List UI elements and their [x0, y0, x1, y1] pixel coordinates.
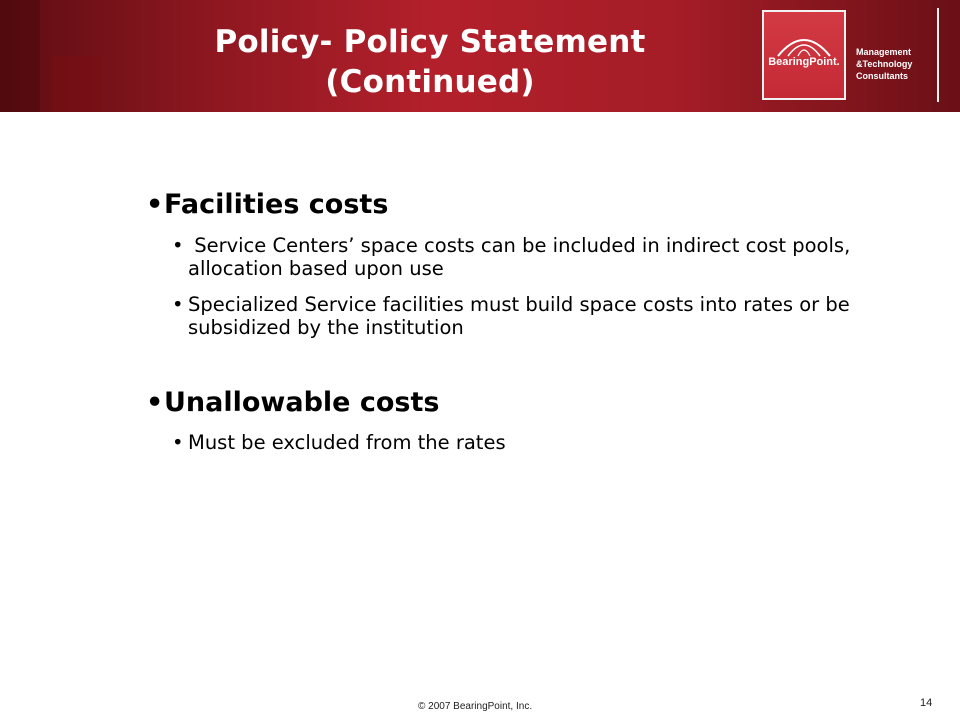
- logo-tagline-line: Management: [856, 47, 912, 57]
- bullet-icon: •: [146, 387, 164, 418]
- bullet-heading-facilities: [146, 189, 886, 221]
- logo-tagline-line: &Technology: [856, 59, 913, 69]
- sub-bullet-text: Service Centers’ space costs can be included in indirect cost pools, allocation based upon use: [188, 234, 851, 280]
- sub-bullet-item: [172, 293, 928, 339]
- page-number: 14: [920, 697, 933, 709]
- sub-bullet-item: [172, 431, 928, 454]
- sub-bullet-text: Must be excluded from the rates: [188, 431, 506, 454]
- heading-text: Facilities costs: [164, 189, 389, 220]
- sub-bullet-text: Specialized Service facilities must build space costs into rates or be subsidized by the institution: [188, 293, 850, 339]
- footer-copyright: © 2007 BearingPoint, Inc.: [418, 701, 533, 712]
- bullet-icon: •: [172, 234, 184, 257]
- bullet-heading-unallowable: [146, 387, 886, 419]
- heading-text: Unallowable costs: [164, 387, 440, 418]
- bullet-icon: •: [172, 293, 184, 316]
- slide-title-line-1: Policy- Policy Statement: [214, 24, 646, 60]
- sub-bullet-item: [172, 234, 928, 280]
- bullet-icon: •: [172, 431, 184, 454]
- logo-name: BearingPoint.: [768, 56, 840, 68]
- bullet-icon: •: [146, 189, 164, 220]
- logo-tagline-line: Consultants: [856, 71, 909, 81]
- slide-title-line-2: (Continued): [325, 64, 535, 100]
